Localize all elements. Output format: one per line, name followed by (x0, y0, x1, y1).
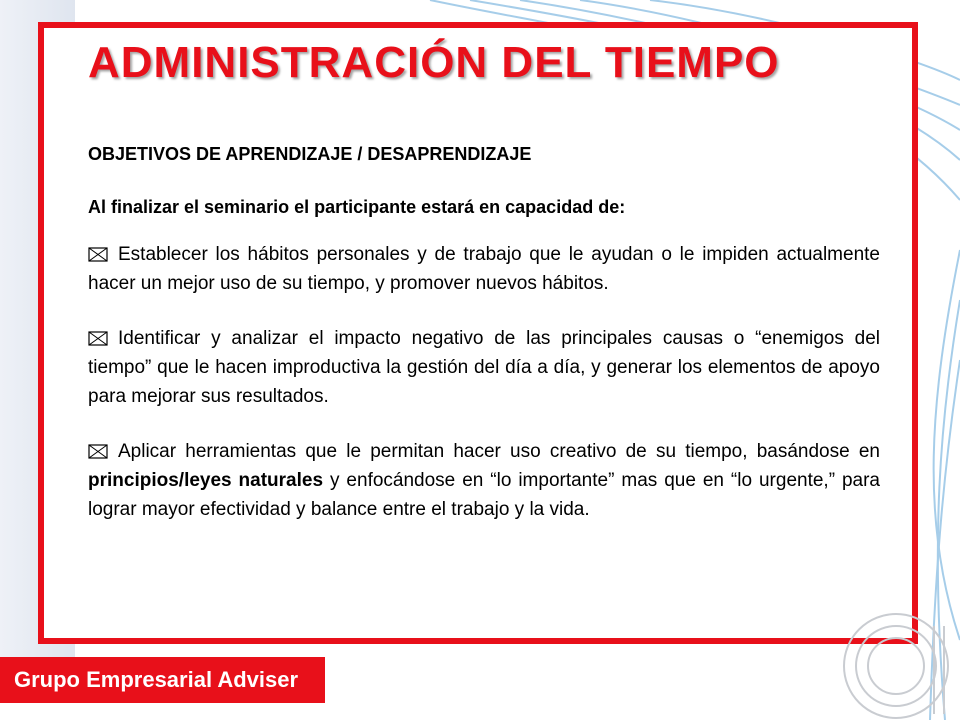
objective-text-after: y enfocándose en “lo importante” mas que en “lo urgente,” para lograr mayor efectividad y balance entre el trabajo y la vida. (88, 470, 880, 520)
slide-title: ADMINISTRACIÓN DEL TIEMPO (88, 38, 780, 87)
company-logo (826, 596, 960, 720)
objective-item (88, 437, 880, 524)
footer-bar (0, 657, 325, 703)
objective-text-before: Aplicar herramientas que le permitan hacer uso creativo de su tiempo, basándose en (118, 441, 880, 462)
envelope-icon (88, 444, 108, 459)
objective-item (88, 324, 880, 411)
slide-content (88, 140, 880, 524)
objective-text: Identificar y analizar el impacto negativo de las principales causas o “enemigos del tiempo” que le hacen improductiva la gestión del día a día, y generar los elementos de apoyo para mejorar sus resultados. (88, 328, 880, 407)
company-name: Grupo Empresarial Adviser (14, 667, 299, 692)
envelope-icon (88, 247, 108, 262)
intro-text: Al finalizar el seminario el participante estará en capacidad de: (88, 197, 626, 217)
objective-item (88, 240, 880, 298)
objective-text: Establecer los hábitos personales y de trabajo que le ayudan o le impiden actualmente hacer un mejor uso de su tiempo, y promover nuevos hábitos. (88, 244, 880, 294)
objective-emphasis: principios/leyes naturales (88, 470, 324, 491)
envelope-icon (88, 331, 108, 346)
section-subtitle: OBJETIVOS DE APRENDIZAJE / DESAPRENDIZAJE (88, 144, 532, 164)
